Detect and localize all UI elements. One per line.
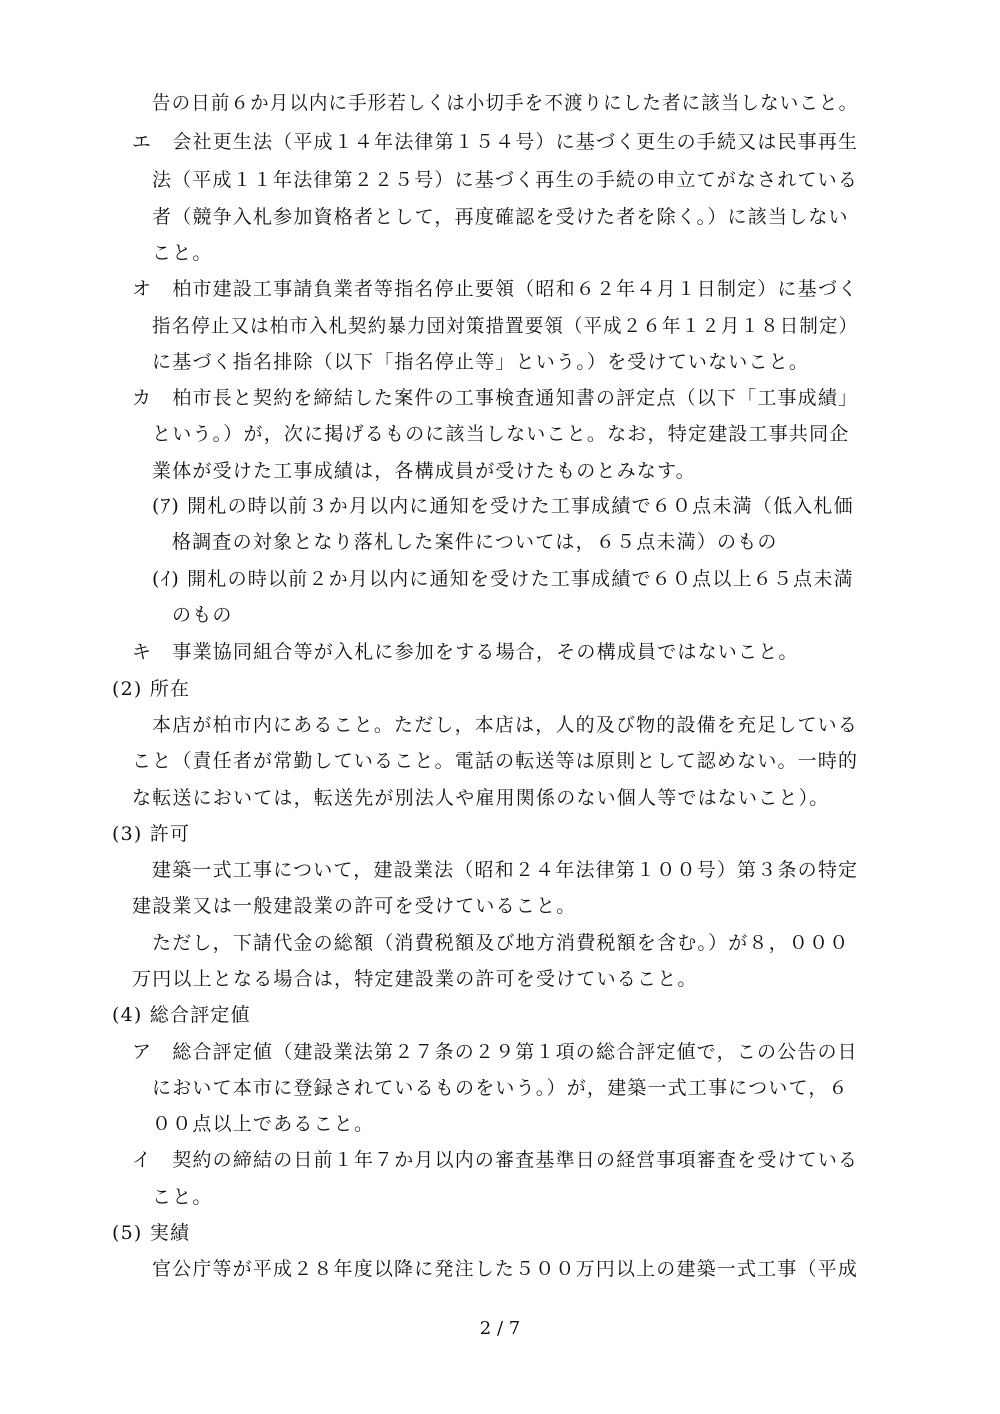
text-line: (ｲ) 開札の時以前２か月以内に通知を受けた工事成績で６０点以上６５点未満 <box>152 568 854 590</box>
text-line: において本市に登録されているものをいう。）が，建築一式工事について，６ <box>152 1077 849 1099</box>
text-line: のもの <box>172 604 233 626</box>
text-line: イ 契約の締結の日前１年７か月以内の審査基準日の経営事項審査を受けている <box>132 1149 859 1171</box>
text-line: ア 総合評定値（建設業法第２７条の２９第１項の総合評定値で，この公告の日 <box>132 1041 858 1063</box>
text-line: 建設業又は一般建設業の許可を受けていること。 <box>132 895 577 917</box>
text-line: こと。 <box>152 242 213 264</box>
text-line: 官公庁等が平成２８年度以降に発注した５００万円以上の建築一式工事（平成 <box>152 1258 859 1280</box>
text-line: オ 柏市建設工事請負業者等指名停止要領（昭和６２年４月１日制定）に基づく <box>132 278 859 300</box>
text-line: 法（平成１１年法律第２２５号）に基づく再生の手続の申立てがなされている <box>152 169 859 191</box>
text-line: という。）が，次に掲げるものに該当しないこと。なお，特定建設工事共同企 <box>152 423 850 445</box>
text-line: 指名停止又は柏市入札契約暴力団対策措置要領（平成２６年１２月１８日制定） <box>152 315 859 337</box>
section-heading: (2) 所在 <box>112 678 191 700</box>
page-number: 2 / 7 <box>479 1318 521 1339</box>
section-heading: (5) 実績 <box>112 1222 191 1244</box>
text-line: に基づく指名排除（以下「指名停止等」という。）を受けていないこと。 <box>152 351 810 373</box>
text-line: 格調査の対象となり落札した案件については，６５点未満）のもの <box>172 531 778 553</box>
section-heading: (4) 総合評定値 <box>112 1004 251 1026</box>
text-line: 万円以上となる場合は，特定建設業の許可を受けていること。 <box>132 968 698 990</box>
text-line: ００点以上であること。 <box>152 1113 375 1135</box>
text-line: こと。 <box>152 1186 213 1208</box>
section-heading: (3) 許可 <box>112 823 191 845</box>
text-line: 告の日前６か月以内に手形若しくは小切手を不渡りにした者に該当しないこと。 <box>152 92 859 114</box>
text-line: 建築一式工事について，建設業法（昭和２４年法律第１００号）第３条の特定 <box>152 859 859 881</box>
text-line: ただし，下請代金の総額（消費税額及び地方消費税額を含む。）が８，０００ <box>152 932 850 954</box>
text-line: カ 柏市長と契約を締結した案件の工事検査通知書の評定点（以下「工事成績」 <box>132 387 859 409</box>
text-line: 本店が柏市内にあること。ただし，本店は，人的及び物的設備を充足している <box>152 714 859 736</box>
text-line: 者（競争入札参加資格者として，再度確認を受けた者を除く。）に該当しない <box>152 206 849 228</box>
text-line: キ 事業協同組合等が入札に参加をする場合，その構成員ではないこと。 <box>132 641 799 663</box>
text-line: エ 会社更生法（平成１４年法律第１５４号）に基づく更生の手続又は民事再生 <box>132 131 859 153</box>
text-line: な転送においては，転送先が別法人や雇用関係のない個人等ではないこと）。 <box>132 787 830 809</box>
text-line: こと（責任者が常勤していること。電話の転送等は原則として認めない。一時的 <box>132 750 859 772</box>
text-line: (ｱ) 開札の時以前３か月以内に通知を受けた工事成績で６０点未満（低入札価 <box>152 495 854 517</box>
text-line: 業体が受けた工事成績は，各構成員が受けたものとみなす。 <box>152 460 696 482</box>
